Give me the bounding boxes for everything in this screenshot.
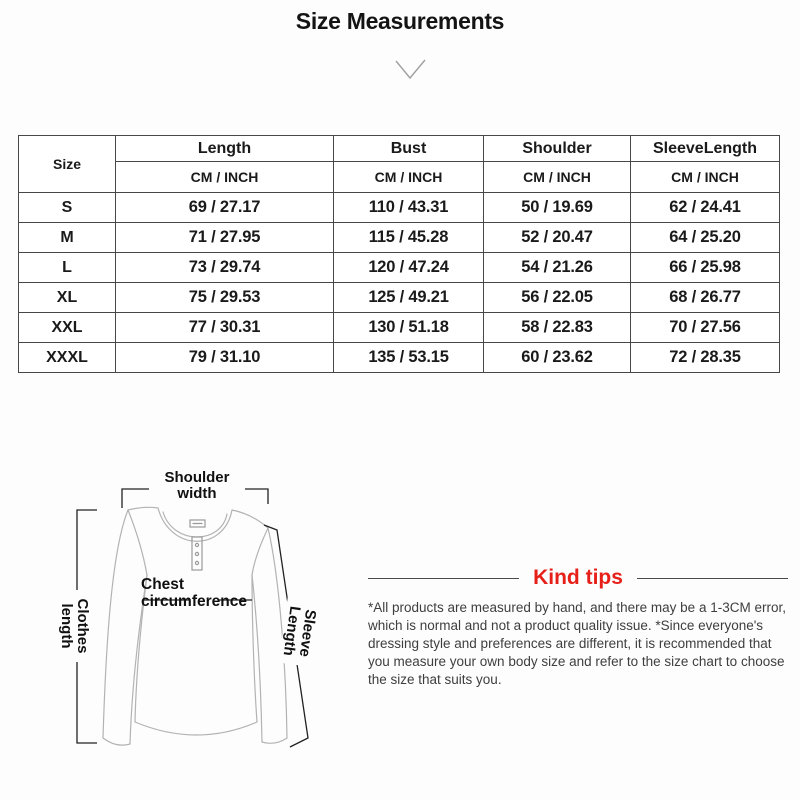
- length-value: 69 / 27.17: [116, 193, 334, 223]
- chest-circumference-label: Chest circumference: [141, 576, 247, 610]
- kind-tips-section: [368, 566, 788, 689]
- table-row: [19, 343, 780, 373]
- sleeve-value: 66 / 25.98: [631, 253, 780, 283]
- unit-label: CM / INCH: [334, 162, 484, 193]
- shoulder-value: 56 / 22.05: [484, 283, 631, 313]
- table-unit-row: [19, 162, 780, 193]
- bust-value: 130 / 51.18: [334, 313, 484, 343]
- shoulder-value: 58 / 22.83: [484, 313, 631, 343]
- sleeve-value: 70 / 27.56: [631, 313, 780, 343]
- size-table: [18, 135, 780, 373]
- bust-value: 125 / 49.21: [334, 283, 484, 313]
- table-row: [19, 313, 780, 343]
- bust-value: 115 / 45.28: [334, 223, 484, 253]
- column-header-bust: Bust: [334, 136, 484, 162]
- sleeve-value: 64 / 25.20: [631, 223, 780, 253]
- shoulder-value: 60 / 23.62: [484, 343, 631, 373]
- clothes-length-label: Clothes length: [58, 590, 90, 662]
- table-row: [19, 253, 780, 283]
- divider-line-right: [637, 578, 788, 579]
- sleeve-value: 72 / 28.35: [631, 343, 780, 373]
- shoulder-value: 50 / 19.69: [484, 193, 631, 223]
- kind-tips-title: Kind tips: [533, 566, 623, 589]
- column-header-length: Length: [116, 136, 334, 162]
- unit-label: CM / INCH: [631, 162, 780, 193]
- shoulder-value: 54 / 21.26: [484, 253, 631, 283]
- sleeve-value: 68 / 26.77: [631, 283, 780, 313]
- table-row: [19, 193, 780, 223]
- length-value: 79 / 31.10: [116, 343, 334, 373]
- shoulder-value: 52 / 20.47: [484, 223, 631, 253]
- column-header-sleevelength: SleeveLength: [631, 136, 780, 162]
- measurement-brackets: [77, 489, 308, 747]
- kind-tips-header: [368, 566, 788, 590]
- page-title: Size Measurements: [295, 8, 505, 34]
- divider-line-left: [368, 578, 519, 579]
- bust-value: 110 / 43.31: [334, 193, 484, 223]
- size-value: XL: [19, 283, 116, 313]
- size-value: L: [19, 253, 116, 283]
- table-row: [19, 283, 780, 313]
- bust-value: 120 / 47.24: [334, 253, 484, 283]
- size-column-header: Size: [19, 136, 116, 193]
- length-value: 75 / 29.53: [116, 283, 334, 313]
- length-value: 71 / 27.95: [116, 223, 334, 253]
- size-value: XXL: [19, 313, 116, 343]
- size-value: M: [19, 223, 116, 253]
- unit-label: CM / INCH: [116, 162, 334, 193]
- kind-tips-text: *All products are measured by hand, and there may be a 1-3CM error, which is normal and not a product quality issue. *Since everyone's dressing style and preferences are different, it is recommended that you measure your own body size and refer to the size chart to choose the size that suits you.: [368, 600, 786, 688]
- sleeve-length-label: Sleeve Length: [279, 597, 320, 667]
- size-value: S: [19, 193, 116, 223]
- table-row: [19, 223, 780, 253]
- table-header-row: [19, 136, 780, 162]
- unit-label: CM / INCH: [484, 162, 631, 193]
- size-value: XXXL: [19, 343, 116, 373]
- sleeve-value: 62 / 24.41: [631, 193, 780, 223]
- bust-value: 135 / 53.15: [334, 343, 484, 373]
- shirt-measurement-diagram: [40, 440, 360, 800]
- chevron-down-icon: [393, 56, 429, 84]
- column-header-shoulder: Shoulder: [484, 136, 631, 162]
- shoulder-width-label: Shoulder width: [149, 470, 245, 502]
- length-value: 73 / 29.74: [116, 253, 334, 283]
- length-value: 77 / 30.31: [116, 313, 334, 343]
